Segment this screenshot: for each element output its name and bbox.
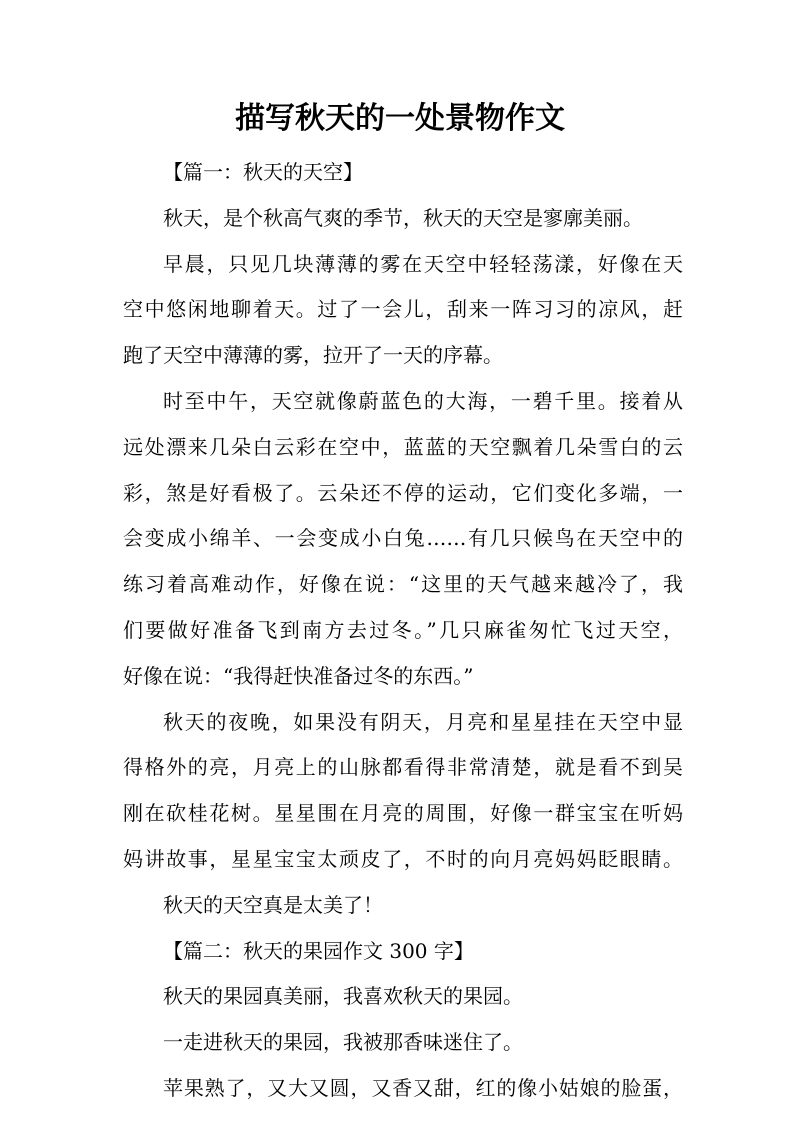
text-line: 秋天的果园真美丽，我喜欢秋天的果园。	[163, 984, 523, 1009]
text-line: 【篇二：秋天的果园作文 300 字】	[163, 938, 474, 963]
text-line: 秋天，是个秋高气爽的季节，秋天的天空是寥廓美丽。	[163, 205, 643, 230]
text-line: 早晨，只见几块薄薄的雾在天空中轻轻荡漾，好像在天	[163, 251, 683, 276]
text-line: 远处漂来几朵白云彩在空中，蓝蓝的天空飘着几朵雪白的云	[123, 434, 683, 459]
text-line: 妈讲故事，星星宝宝太顽皮了，不时的向月亮妈妈眨眼睛。	[123, 846, 683, 871]
text-line: 刚在砍桂花树。星星围在月亮的周围，好像一群宝宝在听妈	[123, 801, 683, 826]
text-line: 【篇一：秋天的天空】	[163, 160, 363, 184]
text-line: 苹果熟了，又大又圆，又香又甜，红的像小姑娘的脸蛋，	[163, 1075, 683, 1100]
text-line: 彩，煞是好看极了。云朵还不停的运动，它们变化多端，一	[123, 480, 683, 505]
text-line: 们要做好准备飞到南方去过冬。”几只麻雀匆忙飞过天空，	[123, 617, 683, 642]
text-line: 时至中午，天空就像蔚蓝色的大海，一碧千里。接着从	[163, 388, 683, 413]
document-body	[123, 150, 683, 1112]
text-line: 得格外的亮，月亮上的山脉都看得非常清楚，就是看不到吴	[123, 755, 683, 780]
text-line: 跑了天空中薄薄的雾，拉开了一天的序幕。	[123, 343, 503, 368]
text-line: 会变成小绵羊、一会变成小白兔……有几只候鸟在天空中的	[123, 526, 683, 551]
document-title: 描写秋天的一处景物作文	[235, 101, 565, 136]
text-line: 练习着高难动作，好像在说：“这里的天气越来越冷了，我	[123, 572, 683, 597]
text-line: 好像在说：“我得赶快准备过冬的东西。”	[123, 663, 474, 688]
text-line: 空中悠闲地聊着天。过了一会儿，刮来一阵习习的凉风，赶	[123, 297, 683, 322]
text-line: 一走进秋天的果园，我被那香味迷住了。	[163, 1030, 523, 1055]
text-line: 秋天的夜晚，如果没有阴天，月亮和星星挂在天空中显	[163, 709, 683, 734]
text-line: 秋天的天空真是太美了！	[163, 892, 383, 917]
